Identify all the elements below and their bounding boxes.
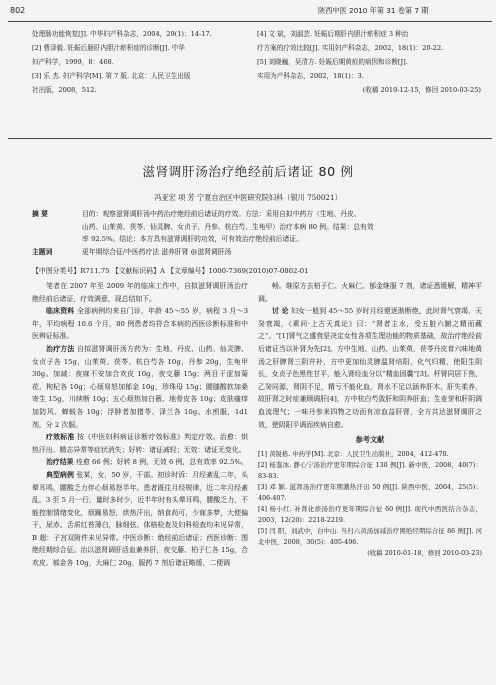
section-label: 典型病例 — [46, 470, 77, 479]
ref-line: 妇产科学，1999，8：468. — [32, 58, 114, 66]
received-date: (收稿 2010-12-15，修回 2010-03-25) — [362, 86, 481, 94]
reference-item: [2] 杨鉴冰. 静心宁汤治疗更年期综合征 130 例[J]. 新中医，2008，40(7)：83-83. — [258, 460, 482, 480]
abstract-label: 摘 要 — [32, 210, 48, 218]
reference-item: [1] 黄锐栋. 中药学[M]. 北京：人民卫生出版社，2004，412-470. — [258, 449, 449, 458]
received-date: (收稿 2010-01-18，修回 2010-03-23) — [367, 548, 482, 557]
paragraph-text: 畅。继原方去柏子仁、火麻仁、郁金继服 7 剂，诸证悉缓解，精神平调。 — [258, 282, 482, 303]
paragraph-text: 痊愈 66 例；好转 8 例，无效 6 例，总有效率 92.5%。 — [75, 458, 248, 467]
section-label: 治疗结果 — [46, 458, 76, 467]
abstract-line: 目的：观察滋肾调肝汤中药治疗绝经前后诸证的疗效。方法：采用自拟中药方（生地、丹皮、 — [82, 210, 361, 218]
journal-header: 陕西中医 2010 年第 31 卷第 7 期 — [318, 6, 429, 15]
top-refs-left — [32, 29, 212, 95]
references-heading: 参考文献 — [355, 435, 385, 445]
article-title: 滋肾调肝汤治疗绝经前后诸证 80 例 — [142, 164, 354, 179]
reference-item: [4] 杨小红. 补肾化瘀汤治疗更年期综合征 60 例[J]. 现代中西医结合杂志，2003，12(20)：2218-2219. — [258, 504, 482, 524]
header-rule — [8, 21, 492, 22]
paragraph-text: 张某，女，50 岁，干部。初诊时诉：月经紊乱二年，头晕耳鸣，腰酸乏力伴心烦易怒半年。患者既往月经规律，近二年月经紊乱，3 至 5 月一行，量时多时少，近半年时有头晕耳鸣，腰酸乏力，不能控制情绪变化，烦躁易怒，烘热汗出，纳食尚可，少寐多梦，大便偏干，尿赤。舌质红苔薄白，脉细弦。体格检查及妇科检查均未见异常，B 超：子宫双附件未见异常。中医诊断：绝经前后诸证；西医诊断：围绝经期综合征。治以滋肾调肝活血兼养肝，夜交藤、柏子仁各 15g，合欢皮、郁金各 10g，大麻仁 20g，服药 7 剂后诸证略缓，二便调 — [32, 470, 248, 568]
section-rule — [8, 138, 492, 139]
section-label: 临床资料 — [46, 307, 78, 316]
page-number: 802 — [10, 6, 26, 15]
ref-line: 处理肠功能恢复[J]. 中华妇产科杂志，2004，29(1)：14-17. — [32, 30, 212, 38]
body-paragraph — [32, 280, 248, 305]
reference-item: [3] 邓 颖. 滋肾汤治疗更年期潮热汗出 50 例[J]. 陕西中医，2004，25(5)：406-407. — [258, 482, 482, 502]
body-paragraph — [32, 343, 248, 431]
classification-line: 【中图分类号】R711.75 【文献标识码】A 【文章编号】1000-7369(2010)07-0802-01 — [32, 267, 309, 275]
body-paragraph — [32, 431, 248, 456]
abstract — [32, 208, 484, 258]
paragraph-text: 按《中医妇科病证诊断疗效标准》判定疗效。治愈：烘热汗出、精志异常等症状消失；好转：诸证减轻；无效：诸证无变化。 — [32, 433, 248, 454]
ref-line: 社出版，2008，512. — [32, 86, 97, 94]
abstract-line: 山药、山茱萸、茯苓、仙灵脾、女贞子、丹参、杭白芍、生龟甲）治疗本病 80 例。结果：总有效 — [82, 222, 374, 231]
ref-line: [2] 曹泽毅. 妊娠后肠肝内胆汁瘀积症的诊断[J]. 中华 — [32, 44, 185, 52]
paragraph-text: 全部病例均来自门诊，年龄 45～55 岁，病程 3 月～3 年，平均病程 10.6 个月，80 例患者均符合本病的西医诊断标准和中医辨证标准。 — [32, 307, 248, 341]
ref-line: [5] 刘晓巍，吴清方. 妊娠后期黄疸的病因和诊断[J]. — [257, 58, 408, 66]
abstract-line: 率 92.5%。结论：本方具有滋肾调肝的功效，可有效治疗绝经前后诸证。 — [82, 235, 303, 243]
reference-item: [5] 闫 阳，刘武中，白中山. 当归六黄汤加减治疗围绝经期综合征 86 例[J]. 河北中医，2008，30(5)：495-496. — [258, 526, 482, 546]
body-paragraph — [258, 305, 482, 431]
paragraph-text: 笔者在 2007 年至 2009 年的临床工作中，自拟滋肾调肝汤治疗绝经前后诸证，疗效满意，现总结如下。 — [32, 282, 248, 303]
ref-line: 实用为产科杂志，2002，18(1)：3. — [257, 72, 364, 80]
paragraph-text: 自拟滋肾调肝汤方药为：生地、丹皮、山药、仙灵脾、女贞子各 15g，山茱萸、茯苓、杭白芍各 10g，丹参 20g，生龟甲 30g。加减：夜寐不安加合欢皮 10g，夜交藤 15g；两目干涩加菊花、枸杞各 10g；心烦易怒加郁金 10g，珍珠母 15g；腰膝酸软加桑寄生 15g，川续断 10g；五心烦热加白薇、地骨皮各 10g；皮肤瘙痒加防风、蝉蜕各 10g；浮肿者加猪苓、泽兰各 10g。水煎服，1d1 剂，分 2 次服。 — [32, 344, 248, 429]
ref-line: [3] 乐 杰. 妇产科学[M]. 第 7 版. 北京：人民卫生出版 — [32, 72, 191, 80]
paragraph-text: 妇女一般到 45～55 岁时月经便逐渐断绝，此时肾气衰竭，天癸衰竭，《素问·上古天真论》曰：“肾者主水，受五脏六腑之精而藏之”。“[1]肾气之盛衰是决定女性各项生理功能的物质基础，故治疗绝经前后诸证当以补肾为先[2]。方中生地、山药、山茱萸、茯苓丹皮育六味地黄汤之肝脾肾三阴并补，方中更加仙灵脾温肾培阳，化气归精，使阳生阴长，女贞子色黑性甘平，能入肾经血分以“精血固囊”[3]。杆肾同居下焦，乙癸同源，肾阴不足，精亏不能化血，肾水不足以涵养肝木，肝失柔养，故肝肾之时症兼顾调肝[4]，方中杭白芍敛肝和阴养肝血；生麦芽和肝阴调血流理气；一味丹参来四物之功而有凉血益肝肾，全方共达滋肾调肝之效，使阴阳平调而疾病自愈。 — [258, 307, 482, 429]
body-paragraph — [32, 469, 248, 570]
ref-line: [4] 文 斌，刘淑芸. 妊娠后期肝内胆汁瘀积症 3 种治 — [257, 30, 409, 38]
top-refs-right — [257, 29, 481, 95]
right-column — [258, 280, 482, 559]
keywords: 更年期综合征/中医药疗法 滋养肝肾 @滋肾调肝汤 — [82, 247, 232, 256]
left-column — [32, 280, 248, 570]
section-label: 治疗方法 — [46, 344, 78, 353]
ref-line: 疗方案的疗效比较[J]. 实用妇产科杂志，2002，18(1)：20-22. — [257, 44, 444, 52]
section-label: 讨 论 — [272, 307, 292, 316]
body-paragraph — [32, 456, 248, 469]
body-paragraph — [32, 305, 248, 343]
section-label: 疗效标准 — [46, 433, 78, 442]
body-paragraph — [258, 280, 482, 305]
authors: 冯亚宏 项 芳 宁夏自治区中医研究院妇科（银川 750021） — [154, 193, 342, 202]
keywords-label: 主题词 — [32, 247, 53, 256]
